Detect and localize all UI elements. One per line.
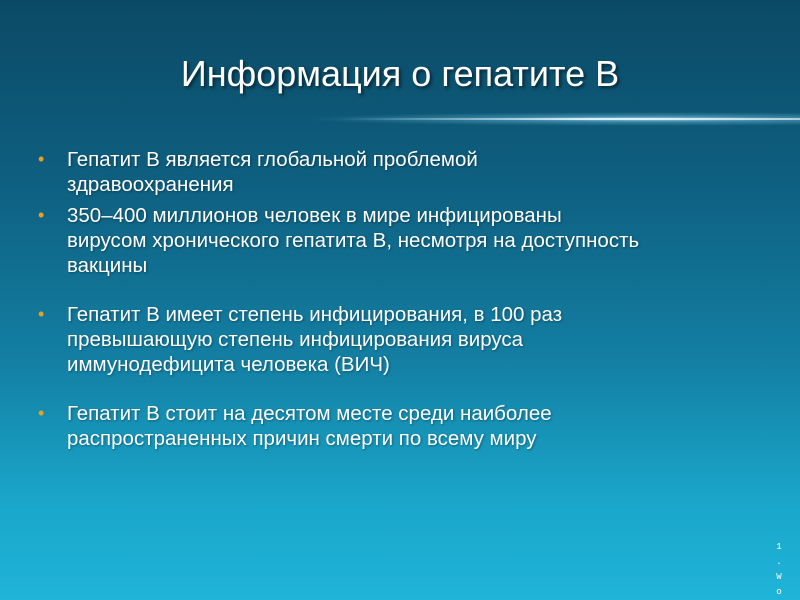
bullet-dot-icon: •: [38, 304, 45, 324]
bullet-line: вакцины: [67, 254, 148, 277]
side-char: W: [776, 572, 782, 582]
bullet-line: Гепатит В имеет степень инфицирования, в 100 раз: [67, 303, 563, 326]
title-underline-glow: [300, 112, 800, 126]
bullet-line: Гепатит В стоит на десятом месте среди наиболее: [67, 402, 552, 425]
bullet-dot-icon: •: [38, 205, 45, 225]
slide-number-vertical: [774, 540, 784, 600]
bullet-item: [38, 203, 768, 278]
slide-title: Информация о гепатите В: [180, 53, 620, 94]
bullet-dot-icon: •: [38, 403, 45, 423]
bullet-line: 350–400 миллионов человек в мире инфицированы: [67, 204, 562, 227]
bullet-list: [38, 147, 768, 451]
bullet-line: иммунодефицита человека (ВИЧ): [67, 353, 390, 376]
bullet-item: [38, 401, 768, 451]
bullet-item: [38, 302, 768, 377]
bullet-item: [38, 147, 768, 197]
bullet-line: здравоохранения: [67, 173, 234, 196]
bullet-line: превышающую степень инфицирования вируса: [67, 328, 524, 351]
bullet-dot-icon: •: [38, 149, 45, 169]
side-char: o: [776, 587, 782, 597]
bullet-line: распространенных причин смерти по всему миру: [67, 427, 537, 450]
bullet-line: вирусом хронического гепатита В, несмотря на доступность: [67, 229, 640, 252]
side-char: 1: [776, 542, 782, 552]
bullet-line: Гепатит В является глобальной проблемой: [67, 148, 478, 171]
side-char: .: [776, 557, 782, 567]
